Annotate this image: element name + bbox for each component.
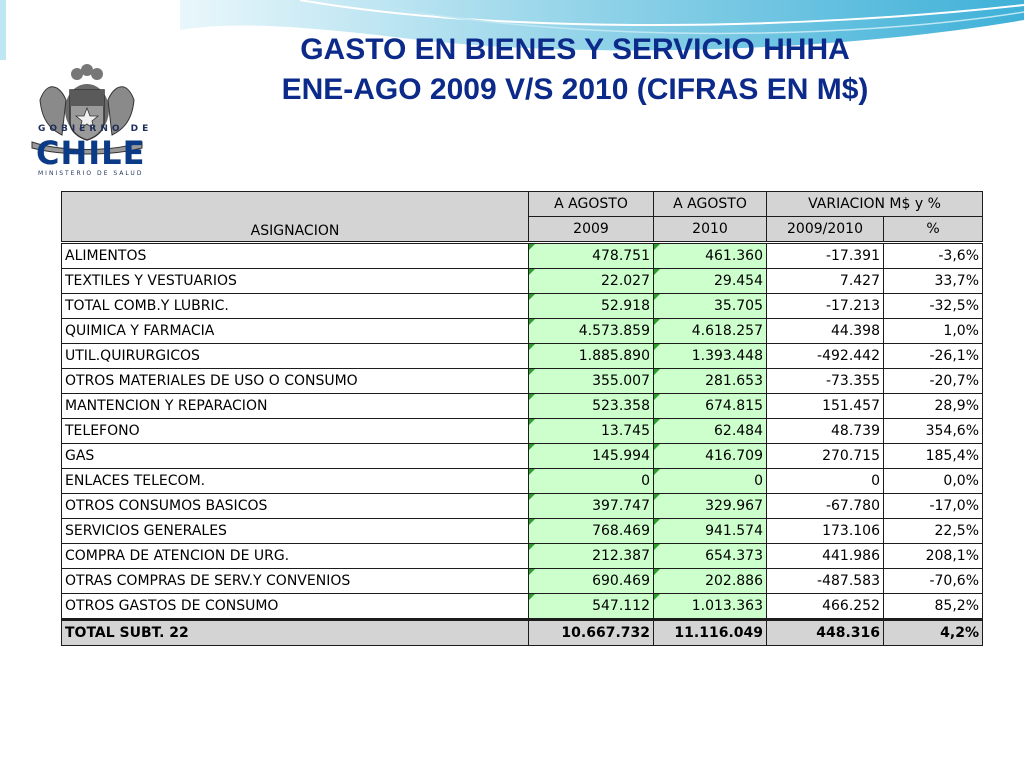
table-row [62,519,983,544]
table-row [62,494,983,519]
cell-v2010: 416.709 [654,444,767,469]
cell-var: -492.442 [767,344,884,369]
cell-var: 173.106 [767,519,884,544]
cell-v2010: 674.815 [654,394,767,419]
cell-v2009: 13.745 [529,419,654,444]
title-line-1: GASTO EN BIENES Y SERVICIO HHHA [300,33,850,66]
cell-pct: 354,6% [884,419,983,444]
cell-v2009: 52.918 [529,294,654,319]
cell-v2010: 29.454 [654,269,767,294]
header-periodo: 2009/2010 [767,217,884,243]
cell-label: OTROS CONSUMOS BASICOS [62,494,529,519]
table-row [62,344,983,369]
cell-v2009: 523.358 [529,394,654,419]
cell-label: TOTAL COMB.Y LUBRIC. [62,294,529,319]
cell-var: 0 [767,469,884,494]
cell-v2009: 4.573.859 [529,319,654,344]
cell-v2009: 547.112 [529,594,654,620]
table-row [62,469,983,494]
table-row [62,594,983,620]
cell-label: ALIMENTOS [62,243,529,269]
cell-v2010: 281.653 [654,369,767,394]
total-cell-var: 448.316 [767,620,884,646]
header-a-agosto-2010: A AGOSTO [654,192,767,217]
table-row [62,394,983,419]
cell-v2010: 654.373 [654,544,767,569]
cell-var: -73.355 [767,369,884,394]
cell-var: 44.398 [767,319,884,344]
cell-pct: -70,6% [884,569,983,594]
table-row [62,269,983,294]
header-variacion: VARIACION M$ y % [767,192,983,217]
cell-v2009: 0 [529,469,654,494]
cell-v2009: 22.027 [529,269,654,294]
cell-label: ENLACES TELECOM. [62,469,529,494]
cell-var: -487.583 [767,569,884,594]
cell-v2010: 35.705 [654,294,767,319]
cell-label: OTROS GASTOS DE CONSUMO [62,594,529,620]
cell-v2009: 768.469 [529,519,654,544]
cell-pct: 28,9% [884,394,983,419]
cell-label: TELEFONO [62,419,529,444]
cell-pct: 185,4% [884,444,983,469]
total-cell-pct: 4,2% [884,620,983,646]
logo-ministerio-text: MINISTERIO DE SALUD [38,170,144,177]
cell-label: MANTENCION Y REPARACION [62,394,529,419]
header-asignacion: ASIGNACION [62,192,529,243]
cell-label: QUIMICA Y FARMACIA [62,319,529,344]
expense-table-container [61,191,982,646]
cell-var: 270.715 [767,444,884,469]
table-row [62,319,983,344]
cell-label: SERVICIOS GENERALES [62,519,529,544]
cell-v2010: 329.967 [654,494,767,519]
total-row [62,620,983,646]
header-pct: % [884,217,983,243]
cell-v2009: 397.747 [529,494,654,519]
cell-v2009: 355.007 [529,369,654,394]
title-line-2: ENE-AGO 2009 V/S 2010 (CIFRAS EN M$) [281,73,869,106]
cell-var: -17.213 [767,294,884,319]
table-row [62,243,983,269]
total-cell-v2010: 11.116.049 [654,620,767,646]
cell-var: -17.391 [767,243,884,269]
page-title [180,30,970,110]
cell-var: 151.457 [767,394,884,419]
cell-pct: 22,5% [884,519,983,544]
cell-v2010: 941.574 [654,519,767,544]
cell-pct: -17,0% [884,494,983,519]
cell-label: COMPRA DE ATENCION DE URG. [62,544,529,569]
total-cell-label: TOTAL SUBT. 22 [62,620,529,646]
table-row [62,569,983,594]
cell-var: 441.986 [767,544,884,569]
cell-var: 466.252 [767,594,884,620]
cell-v2009: 478.751 [529,243,654,269]
cell-v2010: 1.393.448 [654,344,767,369]
table-row [62,294,983,319]
cell-v2010: 202.886 [654,569,767,594]
cell-pct: 33,7% [884,269,983,294]
logo-chile-text: CHILE [36,134,146,172]
cell-pct: -32,5% [884,294,983,319]
cell-pct: -3,6% [884,243,983,269]
cell-v2009: 212.387 [529,544,654,569]
cell-v2010: 4.618.257 [654,319,767,344]
cell-v2009: 690.469 [529,569,654,594]
cell-pct: -20,7% [884,369,983,394]
cell-pct: -26,1% [884,344,983,369]
cell-var: 7.427 [767,269,884,294]
cell-v2009: 145.994 [529,444,654,469]
cell-v2010: 0 [654,469,767,494]
cell-label: OTROS MATERIALES DE USO O CONSUMO [62,369,529,394]
table-body [62,243,983,646]
logo-gobierno-text: GOBIERNO DE [38,124,153,134]
cell-v2010: 461.360 [654,243,767,269]
cell-v2010: 1.013.363 [654,594,767,620]
header-year-2009: 2009 [529,217,654,243]
cell-label: OTRAS COMPRAS DE SERV.Y CONVENIOS [62,569,529,594]
cell-pct: 0,0% [884,469,983,494]
cell-label: UTIL.QUIRURGICOS [62,344,529,369]
cell-pct: 1,0% [884,319,983,344]
cell-var: 48.739 [767,419,884,444]
cell-label: TEXTILES Y VESTUARIOS [62,269,529,294]
cell-v2010: 62.484 [654,419,767,444]
table-row [62,419,983,444]
expense-table [61,191,983,646]
cell-pct: 85,2% [884,594,983,620]
header-a-agosto-2009: A AGOSTO [529,192,654,217]
header-year-2010: 2010 [654,217,767,243]
cell-label: GAS [62,444,529,469]
table-row [62,369,983,394]
table-row [62,444,983,469]
table-row [62,544,983,569]
cell-v2009: 1.885.890 [529,344,654,369]
cell-var: -67.780 [767,494,884,519]
cell-pct: 208,1% [884,544,983,569]
total-cell-v2009: 10.667.732 [529,620,654,646]
